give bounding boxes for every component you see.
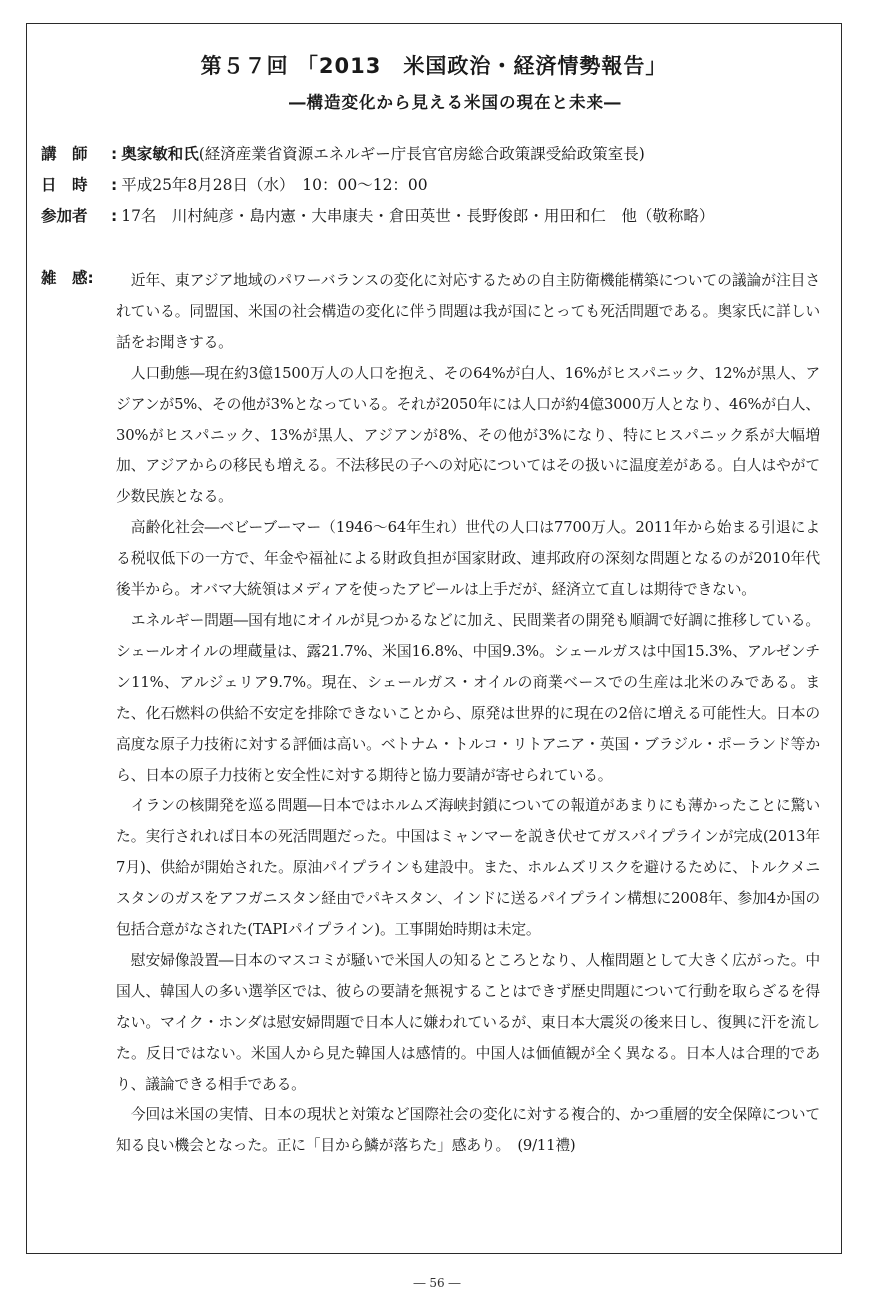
impressions-separator: : <box>87 269 94 287</box>
participants-label: 参加者 <box>41 207 88 225</box>
impressions-label <box>41 267 94 289</box>
speaker-name: 奥家敏和氏 <box>121 145 199 163</box>
body-paragraph: 今回は米国の実情、日本の現状と対策など国際社会の変化に対する複合的、かつ重層的安全保障について知る良い機会となった。正に「目から鱗が落ちた」感あり。 (9/11禮) <box>116 1106 820 1155</box>
body-paragraph: 慰安婦像設置―日本のマスコミが騒いで米国人の知るところとなり、人権問題として大きく広がった。中国人、韓国人の多い選挙区では、彼らの要請を無視することはできず歴史問題について行動を取らざるを得ない。マイク・ホンダは慰安婦問題で日本人に嫌われているが、東日本大震災の後来日し、復興に汗を流した。反日ではない。米国人から見た韓国人は感情的。中国人は価値観が全く異なる。日本人は合理的であり、議論できる相手である。 <box>116 951 820 1093</box>
impressions-body <box>116 266 820 1162</box>
impressions-label-text: 雑 感 <box>41 269 88 287</box>
speaker-affiliation: (経済産業省資源エネルギー庁長官官房総合政策課受給政策室長) <box>198 145 645 163</box>
speaker-separator: : <box>111 145 118 163</box>
page-number: ― 56 ― <box>413 1276 461 1290</box>
date-row <box>41 174 428 196</box>
participants-row <box>41 205 714 227</box>
participants-separator: : <box>111 207 118 225</box>
date-separator: : <box>111 176 118 194</box>
page-subtitle: ―構造変化から見える米国の現在と未来― <box>289 93 622 112</box>
speaker-row <box>41 143 645 165</box>
report-frame <box>26 23 842 1254</box>
date-value: 平成25年8月28日（水） 10：00～12：00 <box>121 176 428 194</box>
body-paragraph: イランの核開発を巡る問題―日本ではホルムズ海峡封鎖についての報道があまりにも薄かったことに驚いた。実行されれば日本の死活問題だった。中国はミャンマーを説き伏せてガスパイプラインが完成(2013年7月)、供給が開始された。原油パイプラインも建設中。また、ホルムズリスクを避けるために、トルクメニスタンのガスをアフガニスタン経由でパキスタン、インドに送るパイプライン構想に2008年、参加4か国の包括合意がなされた(TAPIパイプライン)。工事開始時期は未定。 <box>116 797 820 939</box>
body-paragraph: エネルギー問題―国有地にオイルが見つかるなどに加え、民間業者の開発も順調で好調に推移している。シェールオイルの埋蔵量は、露21.7%、米国16.8%、中国9.3%。シェールガスは中国15.3%、アルゼンチン11%、アルジェリア9.7%。現在、シェールガス・オイルの商業ベースでの生産は北米のみである。また、化石燃料の供給不安定を排除できないことから、原発は世界的に現在の2倍に増える可能性大。日本の高度な原子力技術に対する評価は高い。ベトナム・トルコ・リトアニア・英国・ブラジル・ポーランド等から、日本の原子力技術と安全性に対する期待と協力要請が寄せられている。 <box>116 611 820 784</box>
body-paragraph: 人口動態―現在約3億1500万人の人口を抱え、その64%が白人、16%がヒスパニック、12%が黒人、アジアンが5%、その他が3%となっている。それが2050年には人口が約4億3000万人となり、46%が白人、30%がヒスパニック、13%が黒人、アジアンが8%、その他が3%になり、特にヒスパニック系が大幅増加、アジアからの移民も増える。不法移民の子への対応についてはその扱いに温度差がある。白人はやがて少数民族となる。 <box>116 364 820 506</box>
date-label: 日 時 <box>41 176 88 194</box>
body-paragraph: 近年、東アジア地域のパワーバランスの変化に対応するための自主防衛機能構築についての議論が注目されている。同盟国、米国の社会構造の変化に伴う問題は我が国にとっても死活問題である。奥家氏に詳しい話をお聞きする。 <box>116 272 820 351</box>
body-paragraph: 高齢化社会―ベビーブーマー（1946～64年生れ）世代の人口は7700万人。2011年から始まる引退による税収低下の一方で、年金や福祉による財政負担が国家財政、連邦政府の深刻な問題となるのが2010年代後半から。オバマ大統領はメディアを使ったアピールは上手だが、経済立て直しは期待できない。 <box>116 519 820 599</box>
page-title: 第５７回 「2013 米国政治・経済情勢報告」 <box>200 54 668 78</box>
speaker-label: 講 師 <box>41 145 88 163</box>
participants-value: 17名 川村純彦・島内憲・大串康夫・倉田英世・長野俊郎・用田和仁 他（敬称略） <box>121 207 715 225</box>
